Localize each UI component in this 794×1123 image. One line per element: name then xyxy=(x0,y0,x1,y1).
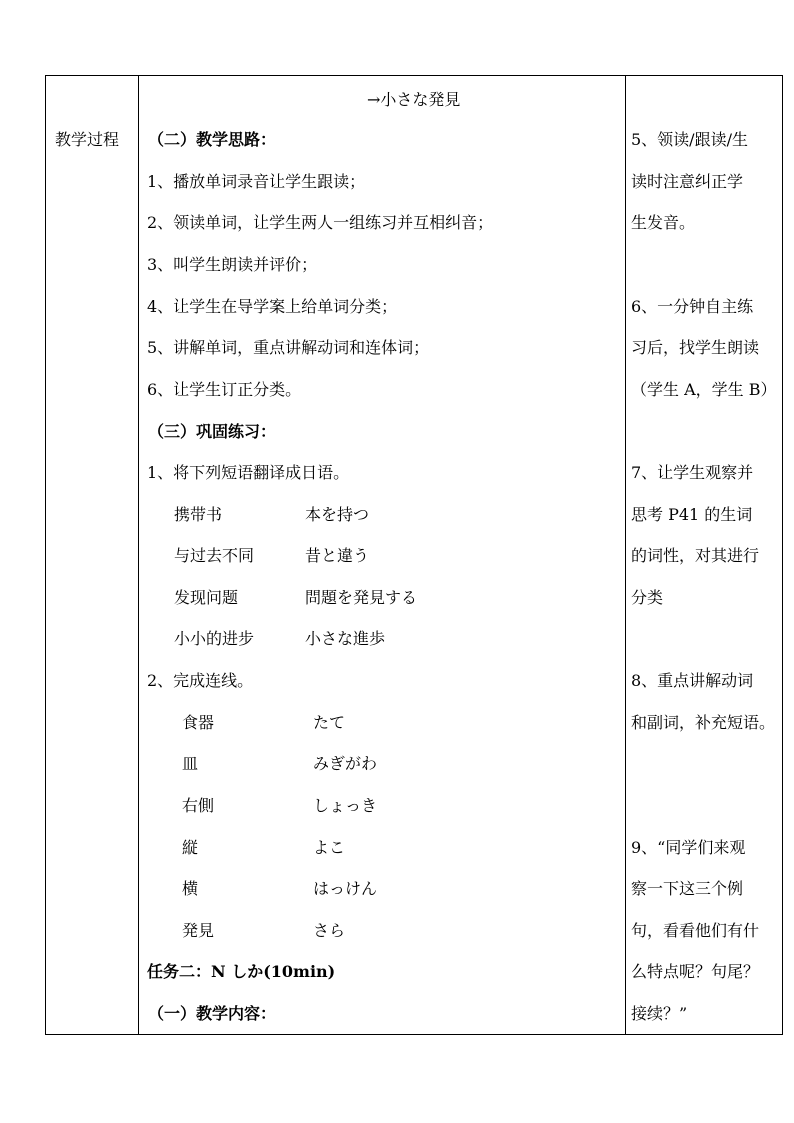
matching-kanji: 食器 xyxy=(182,713,215,732)
note-line: 接续？” xyxy=(631,1004,688,1023)
step-item: 3、叫学生朗读并评价； xyxy=(147,255,318,274)
matching-kanji: 横 xyxy=(182,879,199,898)
section1-heading: （一）教学内容： xyxy=(148,1004,277,1023)
exercise1-title: 1、将下列短语翻译成日语。 xyxy=(147,463,350,482)
note-line: 5、领读/跟读/生 xyxy=(631,130,748,149)
matching-kana: よこ xyxy=(313,838,346,857)
matching-kana: はっけん xyxy=(313,879,378,898)
matching-kana: さら xyxy=(313,921,346,940)
matching-kana: みぎがわ xyxy=(313,754,378,773)
note-line: （学生 A，学生 B） xyxy=(631,380,777,399)
column-divider-left xyxy=(138,76,139,1034)
note-line: 句，看看他们有什 xyxy=(631,921,760,940)
note-line: 生发音。 xyxy=(631,213,696,232)
note-line: 察一下这三个例 xyxy=(631,879,744,898)
matching-kana: たて xyxy=(313,713,346,732)
exercise2-title: 2、完成连线。 xyxy=(147,671,254,690)
matching-kanji: 縦 xyxy=(182,838,199,857)
matching-kana: しょっき xyxy=(313,796,378,815)
note-line: 习后，找学生朗读 xyxy=(631,338,760,357)
translation-jp: 小さな進歩 xyxy=(305,629,386,648)
note-line: 读时注意纠正学 xyxy=(631,172,744,191)
note-line: 思考 P41 的生词 xyxy=(631,505,753,524)
note-line: 8、重点讲解动词 xyxy=(631,671,754,690)
translation-cn: 与过去不同 xyxy=(174,546,255,565)
note-line: 么特点呢？句尾？ xyxy=(631,962,760,981)
section2-heading: （二）教学思路： xyxy=(148,130,277,149)
note-line: 7、让学生观察并 xyxy=(631,463,754,482)
matching-kanji: 皿 xyxy=(182,754,199,773)
task2-heading: 任务二：N しか(10min) xyxy=(147,962,336,981)
note-line: 分类 xyxy=(631,588,664,607)
note-line: 的词性，对其进行 xyxy=(631,546,760,565)
translation-jp: 問題を発見する xyxy=(305,588,418,607)
step-item: 4、让学生在导学案上给单词分类； xyxy=(147,297,398,316)
step-item: 6、让学生订正分类。 xyxy=(147,380,302,399)
process-label: 教学过程 xyxy=(55,130,120,149)
translation-jp: 昔と違う xyxy=(305,546,370,565)
column-divider-right xyxy=(625,76,626,1034)
translation-jp: 本を持つ xyxy=(305,505,370,524)
matching-kanji: 右側 xyxy=(182,796,215,815)
top-line: →小さな発見 xyxy=(367,90,461,109)
translation-cn: 小小的进步 xyxy=(174,629,255,648)
matching-kanji: 発見 xyxy=(182,921,215,940)
step-item: 1、播放单词录音让学生跟读； xyxy=(147,172,366,191)
note-line: 和副词，补充短语。 xyxy=(631,713,776,732)
section3-heading: （三）巩固练习： xyxy=(148,422,277,441)
step-item: 5、讲解单词，重点讲解动词和连体词； xyxy=(147,338,430,357)
note-line: 6、一分钟自主练 xyxy=(631,297,754,316)
step-item: 2、领读单词，让学生两人一组练习并互相纠音； xyxy=(147,213,494,232)
translation-cn: 发现问题 xyxy=(174,588,239,607)
translation-cn: 携带书 xyxy=(174,505,223,524)
note-line: 9、“同学们来观 xyxy=(631,838,746,857)
